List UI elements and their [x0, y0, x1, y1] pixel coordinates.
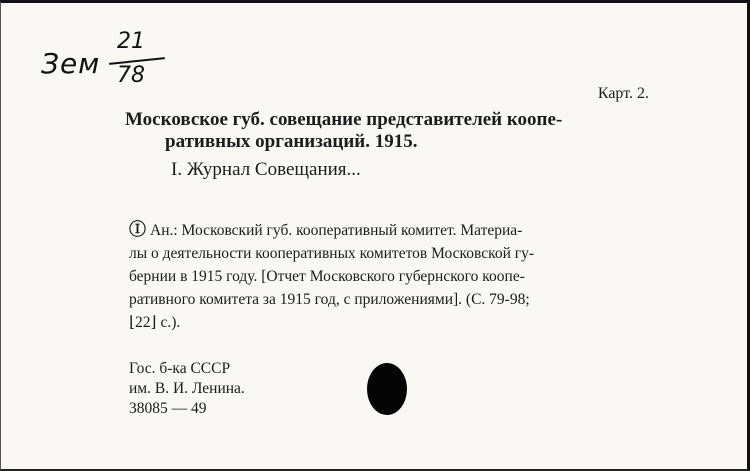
- card-heading: [125, 109, 665, 153]
- library-line-2: им. В. И. Ленина.: [129, 380, 245, 397]
- annotation-line-4: ративного комитета за 1915 год, с приложениями]. (С. 79-98;: [129, 291, 530, 308]
- annotation-block: [129, 218, 657, 334]
- card-number-label: Карт. 2.: [597, 85, 649, 102]
- handwritten-numerator: 21: [117, 29, 145, 54]
- library-line-3: 38085 — 49: [129, 400, 207, 417]
- annotation-line-2: лы о деятельности кооперативных комитетов Московской гу-: [129, 245, 535, 262]
- annotation-line-3: бернии в 1915 году. [Отчет Московского губернского коопе-: [129, 268, 525, 285]
- handwritten-denominator: 78: [117, 63, 145, 88]
- library-line-1: Гос. б-ка СССР: [129, 360, 231, 377]
- annotation-marker: Ⓘ: [129, 220, 146, 239]
- card-subheading: I. Журнал Совещания...: [171, 159, 361, 180]
- heading-line-1: Московское губ. совещание представителей коопе-: [125, 109, 563, 130]
- punch-hole: [367, 363, 407, 415]
- annotation-line-1: Ан.: Московский губ. кооперативный комитет. Материа-: [150, 222, 523, 239]
- handwritten-shelf-mark: Зем: [41, 47, 101, 80]
- library-stamp: [129, 359, 245, 419]
- annotation-line-5: ⌊22⌋ с.).: [129, 314, 181, 331]
- heading-line-2: ративных организаций. 1915.: [165, 131, 418, 152]
